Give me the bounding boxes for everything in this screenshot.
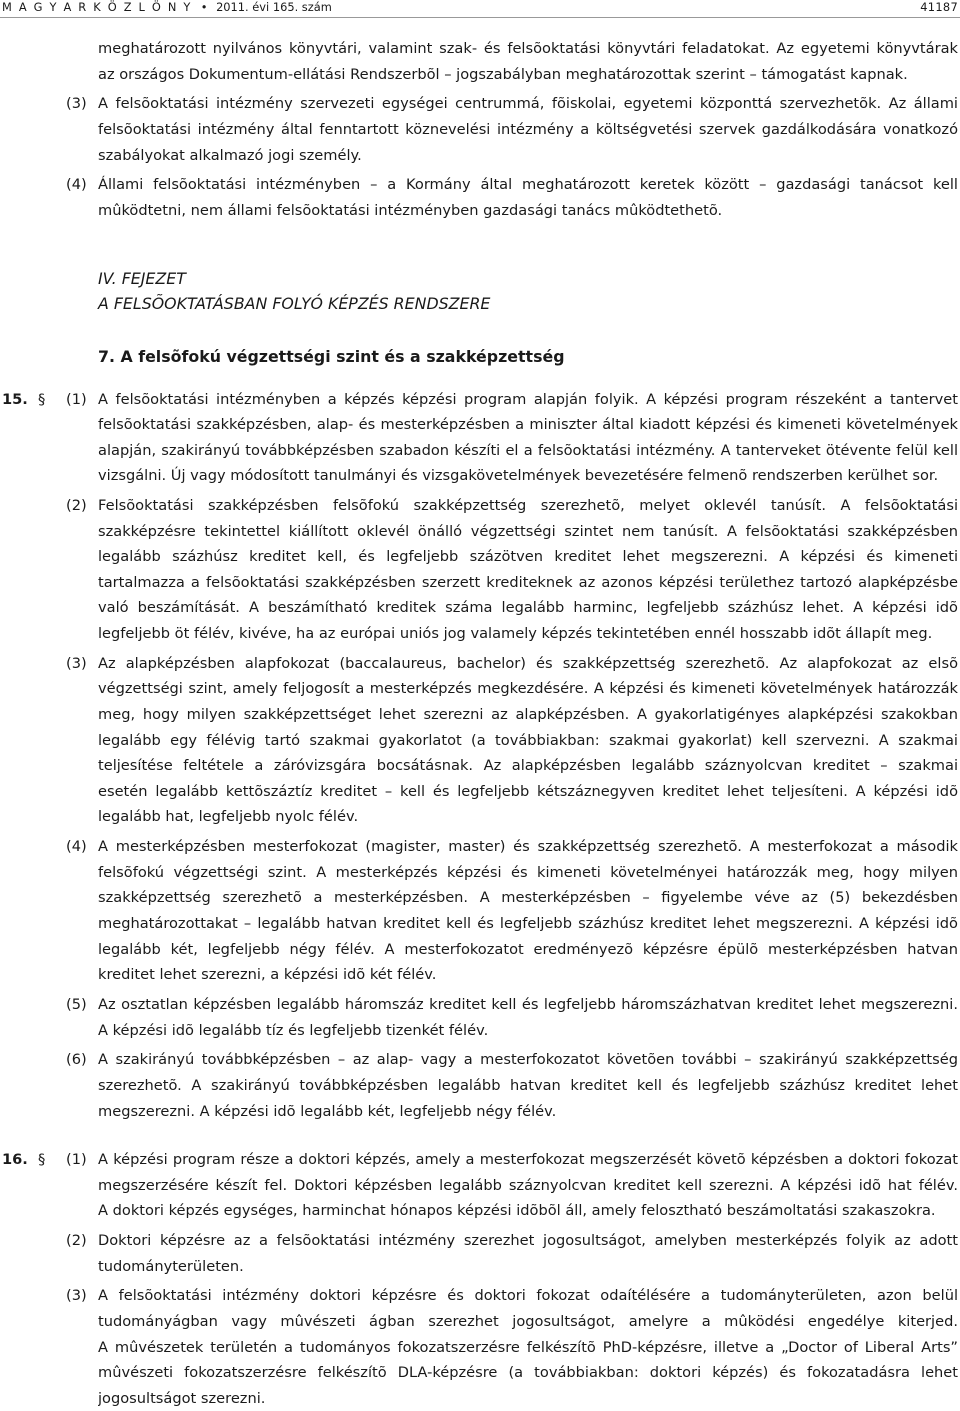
sections [0,387,960,1411]
subchapter-title: 7. A felsõfokú végzettségi szint és a szakképzettség [98,346,565,366]
text-line: Doktori képzésre az a felsõoktatási intézmény szerezhet jogosultságot, amelyben mesterképzés folyik az adott [98,1232,958,1250]
paragraph [66,493,958,647]
text-line: A szakirányú továbbképzésben – az alap- vagy a mesterfokozatot követõen további – szakirányú szakképzettség [98,1051,958,1069]
text-line: szabályokat alkalmazó jogi személy. [98,146,362,164]
text-line: legfeljebb öt félév, kivéve, ha az európai uniós jog valamely képzés tekintetében ennél hosszabb idõt állapít meg. [98,625,933,643]
paragraph-number: (3) [66,95,87,113]
paragraph [66,834,958,988]
text-line: A felsõoktatási intézményben a képzés képzési program alapján folyik. A képzési program részeként a tantervet [98,390,958,408]
header-rule [0,17,960,18]
text-line: való beszámítását. A beszámítható kreditek száma legalább harminc, legfeljebb százhúsz lehet. A képzési idõ [98,599,958,617]
page-number: 41187 [920,0,958,14]
text-line: A felsõoktatási intézmény szervezeti egységei centrummá, fõiskolai, egyetemi központtá szervezhetõk. Az állami [98,95,958,113]
paragraph-number: (1) [66,390,87,408]
text-line: legalább két, legfeljebb négy félév. A mesterfokozatot eredményezõ képzésre épülõ mesterképzésben hatvan [98,940,958,958]
text-line: A doktori képzés egységes, harminchat hónapos képzési idõbõl áll, amely felosztható beszámoltatási szakaszokra. [98,1202,936,1220]
text-line: alapján, szakirányú továbbképzésben szabadon készíti el a felsõoktatási intézmény. A tanterveket ötévente felül kell [98,441,958,459]
text-line: megszerezni. A képzési idõ legalább két, legfeljebb négy félév. [98,1102,557,1120]
paragraph [66,1047,958,1124]
text-line: az országos Dokumentum-ellátási Rendszerbõl – jogszabályban meghatározottak szerint – támogatást kapnak. [98,65,908,83]
text-line: mûködtetni, nem állami felsõoktatási intézményben gazdasági tanács mûködtethetõ. [98,201,723,219]
text-line: A képzési idõ legalább tíz és legfeljebb tizenkét félév. [98,1021,489,1039]
issue-label: 2011. évi 165. szám [216,0,332,14]
paragraph-number: (2) [66,497,87,515]
section-mark: § [38,390,46,408]
text-line: felsõoktatási szakképzésben, alap- és mesterképzésben a miniszter által kiadott képzési és kimeneti követelmények [98,416,958,434]
text-line: A mesterképzésben mesterfokozat (magister, master) és szakképzettség szerezhetõ. A mesterfokozat a második [98,838,958,856]
text-line: mûvészeti fokozatszerzésre felkészítõ DLA-képzésre (a továbbiakban: doktori képzés) és fokozatadásra lehet [98,1364,958,1382]
text-line: felsõfokú végzettségi szint. A mesterképzés képzési és kimeneti követelményei határozzák meg, hogy milyen [98,863,958,881]
text-line: legalább egy félévig tartó szakmai gyakorlatot (a továbbiakban: szakmai gyakorlat) kell szervezni. A szakmai [98,731,958,749]
text-line: meghatározottakat – legalább hatvan kreditet kell és legfeljebb százhúsz kreditet lehet megszerezni. A képzési idõ [98,914,958,932]
text-line: meg, hogy milyen szakképzettséget lehet szerezni az alapképzésben. A gyakorlatigényes alapképzési szakokban [98,706,958,724]
text-line: legalább hat, legfeljebb nyolc félév. [98,808,359,826]
header-bullet: • [200,0,208,14]
publication-title: M A G Y A R K Ö Z L Ö N Y [2,0,193,14]
text-line: szerezhetõ. A szakirányú továbbképzésben legalább hatvan kreditet kell és legfeljebb százhúsz kreditet lehet [98,1076,958,1094]
text-line: szakképzettség szerezhetõ a mesterképzésben. A mesterképzésben – figyelembe véve az (5) bekezdésben [98,889,958,907]
section-number: 16. [2,1151,28,1169]
text-line: meghatározott nyilvános könyvtári, valamint szak- és felsõoktatási könyvtári feladatokat. Az egyetemi könyvtárak [98,40,958,57]
paragraph [66,91,958,168]
paragraph [66,1283,958,1411]
text-line: Állami felsõoktatási intézményben – a Kormány által meghatározott keretek között – gazdasági tanácsot kell [98,176,958,194]
text-line: kreditet lehet szerezni, a képzési idõ két félév. [98,966,437,984]
paragraph [66,992,958,1043]
text-line: megszerzésére készít fel. Doktori képzésben legalább száznyolcvan kreditet kell szerezni. A képzési idõ hat félév. [98,1176,958,1194]
text-line: A mûvészetek területén a tudományos fokozatszerzésre felkészítõ PhD-képzésre, illetve a „Doctor of Liberal Arts” [98,1338,958,1356]
text-line: legalább százhúsz kreditet kell, és legfeljebb százötven kreditet lehet megszerezni. A képzési és kimeneti [98,548,958,566]
paragraph [66,172,958,223]
document-body [0,36,960,1411]
text-line: jogosultságot szerezni. [98,1389,266,1407]
page-header [0,0,960,16]
text-line: Az alapképzésben alapfokozat (baccalaureus, bachelor) és szakképzettség szerezhetõ. Az alapfokozat az elsõ [98,654,958,672]
paragraph-number: (3) [66,654,87,672]
paragraph [66,1228,958,1279]
text-line: A felsõoktatási intézmény doktori képzésre és doktori fokozat odaítélésére a tudományterületen, azon belül [98,1287,958,1305]
text-line: szakképzésre tekintettel kiállított oklevél önálló végzettségi szintet nem tanúsít. A felsõoktatási szakképzésben [98,522,958,540]
text-line: tudományágban vagy mûvészeti ágban szerezhet jogosultságot, amelyre a mûködési engedélye kiterjed. [98,1313,958,1331]
paragraph-number: (2) [66,1232,87,1250]
paragraph-number: (3) [66,1287,87,1305]
text-line: A képzési program része a doktori képzés, amely a mesterfokozat megszerzését követõ képzésben a doktori fokozat [98,1151,958,1169]
pre-paragraphs [0,87,960,223]
paragraph [66,1147,958,1224]
text-line: tartalmazza a felsõoktatási szakképzésben szerzett krediteknek az azonos képzési területhez tartozó alapképzésbe [98,573,958,591]
chapter-number: IV. FEJEZET [98,268,186,288]
paragraph-number: (1) [66,1151,87,1169]
text-line: vizsgálni. Új vagy módosított tanulmányi és vizsgakövetelmények bevezetésére felmenõ rendszerben kerülhet sor. [98,467,939,485]
text-line: Az osztatlan képzésben legalább háromszáz kreditet kell és legfeljebb háromszázhatvan kreditet lehet megszerezni. [98,995,958,1013]
paragraph [66,651,958,830]
chapter-title: A FELSÕOKTATÁSBAN FOLYÓ KÉPZÉS RENDSZERE [98,293,491,313]
text-line: Felsõoktatási szakképzésben felsõfokú szakképzettség szerezhetõ, melyet oklevél tanúsít. A felsõoktatási [98,497,958,515]
section [0,387,960,1125]
section [0,1147,960,1411]
header-left [2,0,332,15]
text-line: végzettségi szint, amely feljogosít a mesterképzés megkezdésére. A képzési és kimeneti követelmények határozzák [98,680,958,698]
chapter-heading [98,266,960,316]
intro-paragraph [98,36,958,87]
text-line: esetén legalább kettõszáztíz kreditet – kell és legfeljebb kétszáznegyven kreditet lehet teljesíteni. A képzési idõ [98,782,958,800]
section-number: 15. [2,390,28,408]
paragraph [66,387,958,489]
paragraph-number: (5) [66,995,87,1013]
paragraph-number: (4) [66,838,87,856]
text-line: teljesítése feltétele a záróvizsgára bocsátásnak. Az alapképzésben legalább száznyolcvan kreditet – szakmai [98,757,958,775]
section-mark: § [38,1151,46,1169]
paragraph-number: (6) [66,1051,87,1069]
text-line: felsõoktatási intézmény által fenntartott köznevelési intézmény a költségvetési szervek gazdálkodására vonatkozó [98,120,958,138]
text-line: tudományterületen. [98,1257,244,1275]
paragraph-number: (4) [66,176,87,194]
